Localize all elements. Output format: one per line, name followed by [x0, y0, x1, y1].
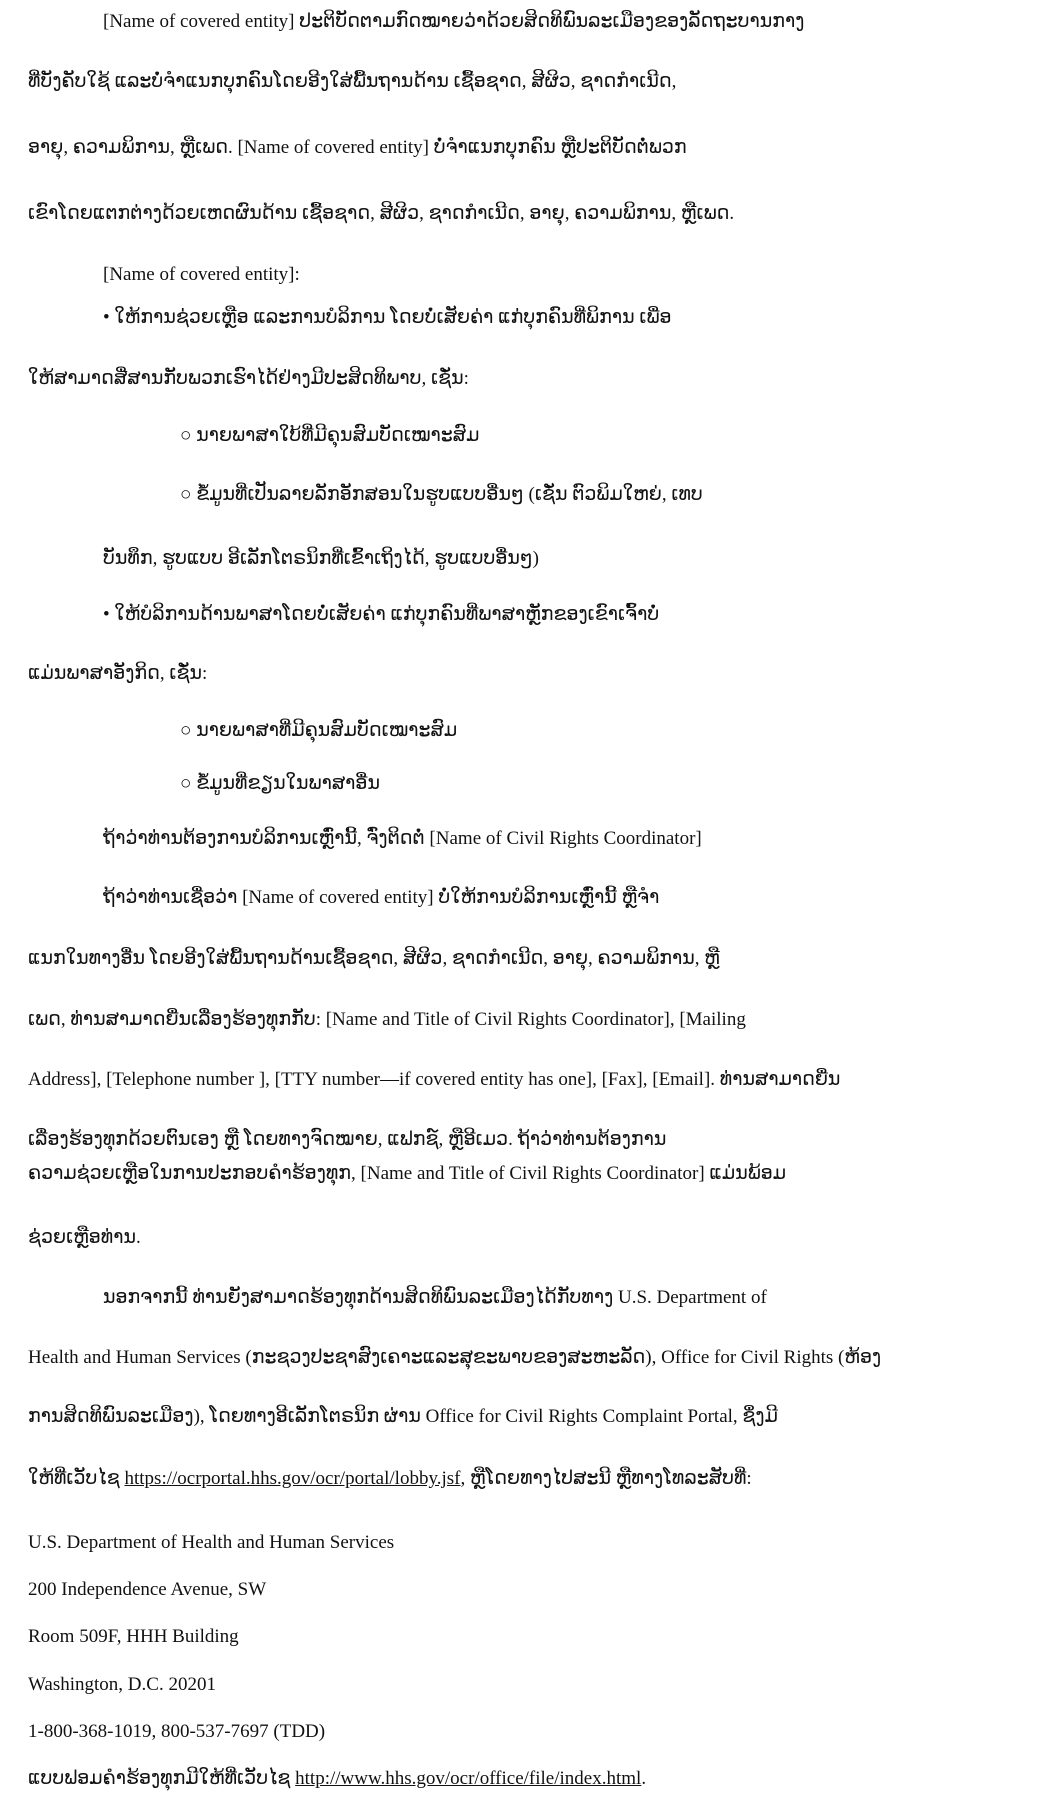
paragraph-2-line-6: ຄວາມຊ່ວຍເຫຼືອໃນການປະກອບຄຳຮ້ອງທຸກ, [Name and Title of Civil Rights Coordinator] ແມ່ນພ້ອມ — [28, 1163, 787, 1184]
address-line-2: 200 Independence Avenue, SW — [28, 1579, 267, 1600]
paragraph-2-line-5: ເລື່ອງຮ້ອງທຸກດ້ວຍຕົນເອງ ຫຼື ໂດຍທາງຈົດໝາຍ, ແຟກຊ໌, ຫຼືອີເມວ. ຖ້າວ່າທ່ານຕ້ອງການ — [28, 1129, 667, 1150]
sub-bullet-1b-line-1: ○ ຂໍ້ມູນທີ່ເປັນລາຍລັກອັກສອນໃນຮູບແບບອື່ນໆ (ເຊັ່ນ ຕົວພິມໃຫຍ່, ເທບ — [180, 484, 703, 505]
paragraph-1-line-2: ທີ່ບັງຄັບໃຊ້ ແລະບໍ່ຈຳແນກບຸກຄົນໂດຍອີງໃສ່ພື້ນຖານດ້ານ ເຊື້ອຊາດ, ສີຜິວ, ຊາດກຳເນີດ, — [28, 71, 677, 92]
paragraph-3-line-3: ການສິດທິພົນລະເມືອງ), ໂດຍທາງອີເລັກໂຕຣນິກ ຜ່ານ Office for Civil Rights Complaint Portal, ຊຶ່ງມີ — [28, 1406, 778, 1427]
paragraph-3-line-2: Health and Human Services (ກະຊວງປະຊາສົງເຄາະແລະສຸຂະພາບຂອງສະຫະລັດ), Office for Civil Rights (ຫ້ອງ — [28, 1347, 882, 1368]
address-phone-line: 1-800-368-1019, 800-537-7697 (TDD) — [28, 1721, 326, 1742]
paragraph-2-line-2: ແນກໃນທາງອື່ນ ໂດຍອີງໃສ່ພື້ນຖານດ້ານເຊື້ອຊາດ, ສີຜິວ, ຊາດກຳເນີດ, ອາຍຸ, ຄວາມພິການ, ຫຼື — [28, 948, 720, 969]
contact-coordinator-line: ຖ້າວ່າທ່ານຕ້ອງການບໍລິການເຫຼົ່ານີ້, ຈົ່ງຕິດຕໍ່ [Name of Civil Rights Coordinator] — [103, 828, 702, 849]
paragraph-1-line-1: [Name of covered entity] ປະຕິບັດຕາມກົດໝາຍວ່າດ້ວຍສິດທິພົນລະເມືອງຂອງລັດຖະບານກາງ — [103, 11, 805, 32]
portal-line-suffix: , ຫຼືໂດຍທາງໄປສະນີ ຫຼືທາງໂທລະສັບທີ່: — [460, 1468, 752, 1489]
address-line-4: Washington, D.C. 20201 — [28, 1674, 216, 1695]
forms-line-suffix: . — [641, 1768, 647, 1789]
forms-line — [28, 1767, 646, 1791]
address-line-3: Room 509F, HHH Building — [28, 1626, 239, 1647]
bullet-1-line-2: ໃຫ້ສາມາດສື່ສານກັບພວກເຮົາໄດ້ຢ່າງມີປະສິດທິພາບ, ເຊັ່ນ: — [28, 368, 469, 389]
covered-entity-heading: [Name of covered entity]: — [103, 264, 300, 285]
sub-bullet-1a: ○ ນາຍພາສາໃບ້ທີ່ມີຄຸນສົມບັດເໝາະສົມ — [180, 425, 480, 446]
address-line-1: U.S. Department of Health and Human Services — [28, 1532, 395, 1553]
portal-line-prefix: ໃຫ້ທີ່ເວັບໄຊ — [28, 1468, 125, 1489]
forms-line-prefix: ແບບຟອມຄຳຮ້ອງທຸກມີໃຫ້ທີ່ເວັບໄຊ — [28, 1768, 296, 1789]
ocr-portal-link[interactable]: https://ocrportal.hhs.gov/ocr/portal/lobby.jsf — [124, 1468, 461, 1489]
paragraph-2-line-3: ເພດ, ທ່ານສາມາດຍື່ນເລື່ອງຮ້ອງທຸກກັບ: [Name and Title of Civil Rights Coordinator], [Mailing — [28, 1009, 746, 1030]
paragraph-2-line-1: ຖ້າວ່າທ່ານເຊື່ອວ່າ [Name of covered entity] ບໍ່ໃຫ້ການບໍລິການເຫຼົ່ານີ້ ຫຼືຈຳ — [103, 887, 660, 908]
paragraph-3-line-1: ນອກຈາກນີ້ ທ່ານຍັງສາມາດຮ້ອງທຸກດ້ານສິດທິພົນລະເມືອງໄດ້ກັບທາງ U.S. Department of — [103, 1287, 767, 1308]
bullet-1-line-1: • ໃຫ້ການຊ່ວຍເຫຼືອ ແລະການບໍລິການ ໂດຍບໍ່ເສັຍຄ່າ ແກ່ບຸກຄົນທີ່ພິການ ເພື່ອ — [103, 307, 672, 328]
sub-bullet-1b-line-2: ບັນທຶກ, ຮູບແບບ ອີເລັກໂຕຣນິກທີ່ເຂົ້າເຖິງໄດ້, ຮູບແບບອື່ນໆ) — [103, 548, 539, 569]
bullet-2-line-1: • ໃຫ້ບໍລິການດ້ານພາສາໂດຍບໍ່ເສັຍຄ່າ ແກ່ບຸກຄົນທີ່ພາສາຫຼັກຂອງເຂົາເຈົ້າບໍ່ — [103, 604, 660, 625]
paragraph-2-line-7: ຊ່ວຍເຫຼືອທ່ານ. — [28, 1227, 141, 1248]
paragraph-2-line-4: Address], [Telephone number ], [TTY number—if covered entity has one], [Fax], [Email]. ທ່ານສາມາດຍື່ນ — [28, 1069, 841, 1090]
portal-line — [28, 1467, 752, 1491]
sub-bullet-2b: ○ ຂໍ້ມູນທີ່ຂຽນໃນພາສາອື່ນ — [180, 773, 380, 794]
sub-bullet-2a: ○ ນາຍພາສາທີ່ມີຄຸນສົມບັດເໝາະສົມ — [180, 720, 458, 741]
bullet-2-line-2: ແມ່ນພາສາອັງກິດ, ເຊັ່ນ: — [28, 663, 208, 684]
paragraph-1-line-3: ອາຍຸ, ຄວາມພິການ, ຫຼືເພດ. [Name of covered entity] ບໍ່ຈຳແນກບຸກຄົນ ຫຼືປະຕິບັດຕໍ່ພວກ — [28, 137, 687, 158]
paragraph-1-line-4: ເຂົາໂດຍແຕກຕ່າງດ້ວຍເຫດຜົນດ້ານ ເຊື້ອຊາດ, ສີຜິວ, ຊາດກຳເນີດ, ອາຍຸ, ຄວາມພິການ, ຫຼືເພດ. — [28, 203, 735, 224]
complaint-forms-link[interactable]: http://www.hhs.gov/ocr/office/file/index.html — [295, 1768, 642, 1789]
